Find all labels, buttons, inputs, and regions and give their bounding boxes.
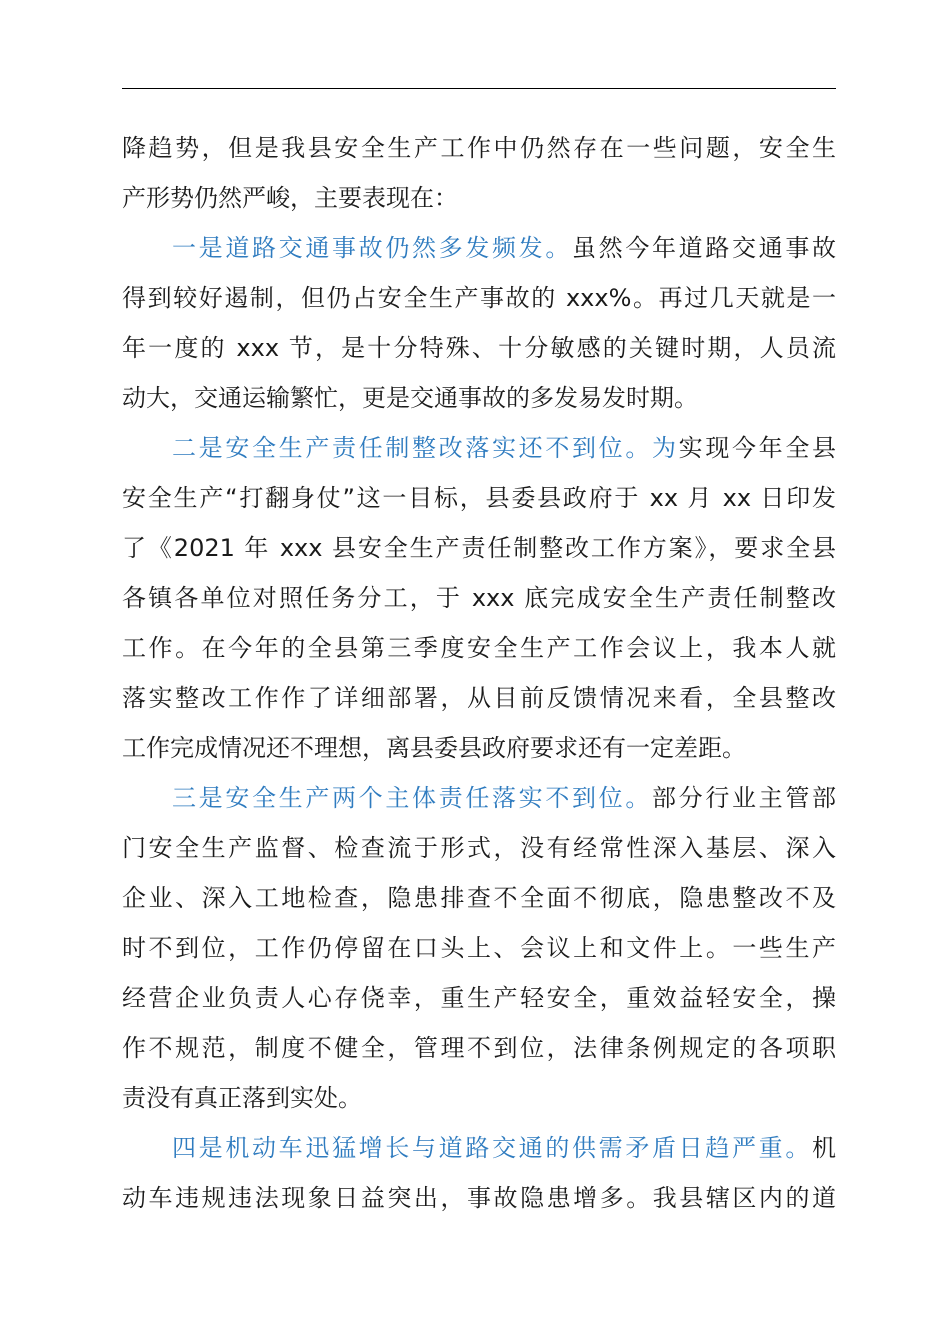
text-line: 产形势仍然严峻，主要表现在： <box>122 184 458 212</box>
text-line: 工作完成情况还不理想，离县委县政府要求还有一定差距。 <box>122 734 746 762</box>
text-line: 企业、深入工地检查，隐患排查不全面不彻底，隐患整改不及 <box>122 884 836 912</box>
paragraph-text: 虽然今年道路交通事故 <box>572 234 836 262</box>
text-line: 落实整改工作作了详细部署，从目前反馈情况来看，全县整改 <box>122 684 836 712</box>
paragraph-2 <box>122 423 836 773</box>
text-line: 动车违规违法现象日益突出，事故隐患增多。我县辖区内的道 <box>122 1184 836 1212</box>
text-line: 安全生产“打翻身仗”这一目标，县委县政府于 xx 月 xx 日印发 <box>122 484 836 512</box>
intro-paragraph <box>122 123 836 223</box>
paragraph-first-line <box>122 223 836 273</box>
paragraph-3 <box>122 773 836 1123</box>
paragraph-first-line <box>122 1123 836 1173</box>
paragraph-first-line <box>122 773 836 823</box>
paragraph-1 <box>122 223 836 423</box>
text-line: 年一度的 xxx 节，是十分特殊、十分敏感的关键时期，人员流 <box>122 334 836 362</box>
text-line: 时不到位，工作仍停留在口头上、会议上和文件上。一些生产 <box>122 934 836 962</box>
paragraph-text: 实现今年全县 <box>678 434 836 462</box>
paragraph-heading: 二是安全生产责任制整改落实还不到位。为 <box>172 434 679 462</box>
text-line: 降趋势，但是我县安全生产工作中仍然存在一些问题，安全生 <box>122 134 836 162</box>
text-line: 得到较好遏制，但仍占安全生产事故的 xxx%。再过几天就是一 <box>122 284 836 312</box>
header-rule <box>122 88 836 89</box>
paragraph-heading: 三是安全生产两个主体责任落实不到位。 <box>172 784 652 812</box>
text-line: 了《2021 年 xxx 县安全生产责任制整改工作方案》，要求全县 <box>122 534 836 562</box>
text-line: 责没有真正落到实处。 <box>122 1084 362 1112</box>
text-line: 经营企业负责人心存侥幸，重生产轻安全，重效益轻安全，操 <box>122 984 836 1012</box>
paragraph-heading: 一是道路交通事故仍然多发频发。 <box>172 234 572 262</box>
document-body <box>122 123 836 1223</box>
text-line: 作不规范，制度不健全，管理不到位，法律条例规定的各项职 <box>122 1034 836 1062</box>
paragraph-heading: 四是机动车迅猛增长与道路交通的供需矛盾日趋严重。 <box>172 1134 812 1162</box>
paragraph-4 <box>122 1123 836 1223</box>
paragraph-first-line <box>122 423 836 473</box>
text-line: 各镇各单位对照任务分工，于 xxx 底完成安全生产责任制整改 <box>122 584 836 612</box>
paragraph-text: 部分行业主管部 <box>652 784 836 812</box>
text-line: 门安全生产监督、检查流于形式，没有经常性深入基层、深入 <box>122 834 836 862</box>
paragraph-text: 机 <box>812 1134 836 1162</box>
text-line: 动大，交通运输繁忙，更是交通事故的多发易发时期。 <box>122 384 698 412</box>
text-line: 工作。在今年的全县第三季度安全生产工作会议上，我本人就 <box>122 634 836 662</box>
